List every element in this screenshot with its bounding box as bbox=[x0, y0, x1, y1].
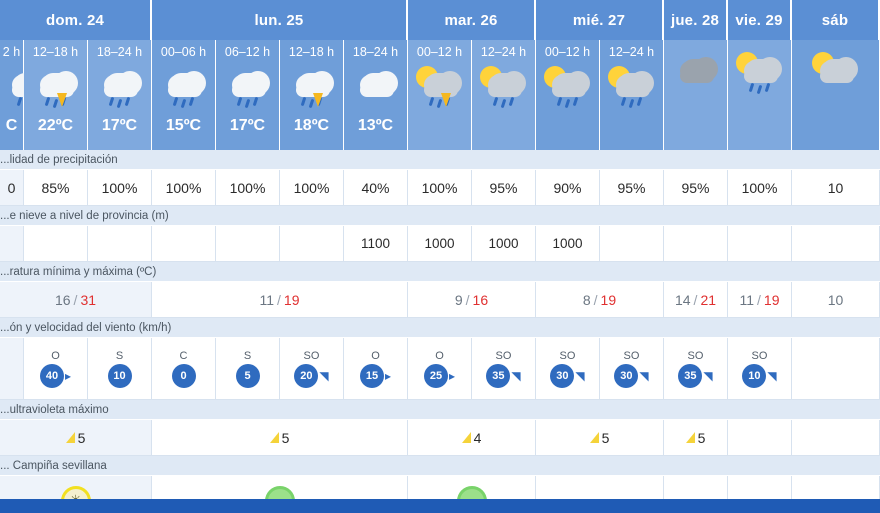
wind-speed-wrap bbox=[550, 364, 584, 388]
wind-speed-wrap bbox=[614, 364, 648, 388]
hour-slot-1[interactable] bbox=[24, 40, 88, 150]
snow-level-cell-1 bbox=[24, 226, 88, 262]
wind-speed-wrap bbox=[236, 364, 260, 388]
wind-cell-3 bbox=[152, 338, 216, 400]
uv-value: 5 bbox=[77, 429, 86, 446]
slot-weather-icon bbox=[792, 47, 879, 101]
uv-cell-3 bbox=[536, 420, 664, 456]
wind-direction-label: C bbox=[179, 349, 188, 362]
day-header-4[interactable] bbox=[664, 0, 728, 40]
temperature-cell-2 bbox=[408, 282, 536, 318]
uv-marker-icon bbox=[686, 432, 695, 443]
weather-icon-sun-cloud bbox=[808, 49, 864, 99]
uv-cell-6 bbox=[792, 420, 880, 456]
precipitation-cell-7: 100% bbox=[408, 170, 472, 206]
wind-cell-1 bbox=[24, 338, 88, 400]
precipitation-cell-3: 100% bbox=[152, 170, 216, 206]
wind-speed-wrap bbox=[360, 364, 391, 388]
wind-row bbox=[0, 338, 880, 400]
precipitation-cell-10: 95% bbox=[600, 170, 664, 206]
precipitation-cell-2: 100% bbox=[88, 170, 152, 206]
wind-arrow-icon: ◥ bbox=[511, 368, 521, 383]
uv-cell-5 bbox=[728, 420, 792, 456]
slot-weather-icon bbox=[344, 61, 407, 115]
temperature-cell-4 bbox=[664, 282, 728, 318]
precipitation-cell-1: 85% bbox=[24, 170, 88, 206]
section-label-snow-text: ...e nieve a nivel de provincia (m) bbox=[0, 209, 169, 222]
temp-max: 19 bbox=[600, 291, 617, 308]
weather-icon-cloud-rain bbox=[92, 63, 148, 113]
slot-hour-label: 00–12 h bbox=[544, 45, 591, 59]
wind-arrow-icon: ▸ bbox=[64, 368, 72, 383]
wind-speed-badge: 30 bbox=[614, 364, 638, 388]
wind-direction-label: O bbox=[371, 349, 380, 362]
wind-direction-label: S bbox=[243, 349, 252, 362]
slot-hour-label: 06–12 h bbox=[224, 45, 271, 59]
temp-separator: / bbox=[73, 291, 78, 308]
wind-cell-6 bbox=[344, 338, 408, 400]
uv-cell-2 bbox=[408, 420, 536, 456]
hour-slot-8[interactable] bbox=[472, 40, 536, 150]
hour-slot-3[interactable] bbox=[152, 40, 216, 150]
wind-direction-label: O bbox=[51, 349, 60, 362]
uv-cell-4 bbox=[664, 420, 728, 456]
wind-cell-12 bbox=[728, 338, 792, 400]
temp-min: 11 bbox=[259, 291, 275, 308]
hour-slot-7[interactable] bbox=[408, 40, 472, 150]
wind-arrow-icon: ◥ bbox=[639, 368, 649, 383]
section-label-temperature-text: ...ratura mínima y máxima (ºC) bbox=[0, 265, 157, 278]
precipitation-cell-12: 100% bbox=[728, 170, 792, 206]
uv-index-row bbox=[0, 420, 880, 456]
hour-slot-12[interactable] bbox=[728, 40, 792, 150]
temp-min: 9 bbox=[454, 291, 463, 308]
slot-weather-icon bbox=[216, 61, 279, 115]
wind-speed-wrap bbox=[294, 364, 328, 388]
wind-arrow-icon: ◥ bbox=[703, 368, 713, 383]
day-header-label: jue. 28 bbox=[670, 11, 720, 29]
wind-arrow-icon: ◥ bbox=[767, 368, 777, 383]
section-label-uv-text: ...ultravioleta máximo bbox=[0, 403, 109, 416]
wind-speed-badge: 0 bbox=[172, 364, 196, 388]
wind-speed-wrap bbox=[108, 364, 132, 388]
snow-level-cell-0 bbox=[0, 226, 24, 262]
wind-direction-label: SO bbox=[687, 349, 704, 362]
temp-max: 21 bbox=[700, 291, 717, 308]
weather-icon-cloud-rain bbox=[0, 63, 23, 113]
wind-cell-2 bbox=[88, 338, 152, 400]
precipitation-cell-8: 95% bbox=[472, 170, 536, 206]
wind-speed-badge: 10 bbox=[108, 364, 132, 388]
day-header-label: lun. 25 bbox=[254, 11, 304, 29]
slot-weather-icon bbox=[536, 61, 599, 115]
wind-speed-wrap bbox=[172, 364, 196, 388]
wind-cell-13 bbox=[792, 338, 880, 400]
temp-separator: / bbox=[693, 291, 698, 308]
precipitation-cell-11: 95% bbox=[664, 170, 728, 206]
hour-slot-6[interactable] bbox=[344, 40, 408, 150]
uv-marker-icon bbox=[462, 432, 471, 443]
wind-speed-badge: 30 bbox=[550, 364, 574, 388]
temp-separator: / bbox=[465, 291, 470, 308]
snow-level-cell-12 bbox=[728, 226, 792, 262]
wind-speed-badge: 5 bbox=[236, 364, 260, 388]
slot-weather-icon bbox=[0, 61, 23, 115]
day-header-row bbox=[0, 0, 880, 40]
temp-max: 19 bbox=[283, 291, 300, 308]
wind-arrow-icon: ▸ bbox=[384, 368, 392, 383]
hour-slot-13[interactable] bbox=[792, 40, 880, 150]
wind-speed-wrap bbox=[742, 364, 776, 388]
uv-marker-icon bbox=[590, 432, 599, 443]
temperature-cell-0 bbox=[0, 282, 152, 318]
slot-hour-label: 18–24 h bbox=[96, 45, 143, 59]
temperature-cell-6 bbox=[792, 282, 880, 318]
hour-slot-4[interactable] bbox=[216, 40, 280, 150]
snow-level-cell-9: 1000 bbox=[536, 226, 600, 262]
wind-speed-badge: 10 bbox=[742, 364, 766, 388]
snow-level-cell-4 bbox=[216, 226, 280, 262]
day-header-label: mié. 27 bbox=[572, 11, 626, 29]
wind-speed-wrap bbox=[424, 364, 455, 388]
precipitation-row bbox=[0, 170, 880, 206]
slot-weather-icon bbox=[728, 47, 791, 101]
slot-weather-icon bbox=[472, 61, 535, 115]
precipitation-cell-5: 100% bbox=[280, 170, 344, 206]
hour-slot-row bbox=[0, 40, 880, 150]
day-header-2[interactable] bbox=[408, 0, 536, 40]
uv-value: 5 bbox=[281, 429, 290, 446]
temperature-cell-3 bbox=[536, 282, 664, 318]
section-label-pollen bbox=[0, 456, 880, 476]
snow-level-cell-10 bbox=[600, 226, 664, 262]
snow-level-row bbox=[0, 226, 880, 262]
snow-level-cell-8: 1000 bbox=[472, 226, 536, 262]
wind-cell-9 bbox=[536, 338, 600, 400]
section-label-wind bbox=[0, 318, 880, 338]
uv-marker-icon bbox=[66, 432, 75, 443]
section-label-wind-text: ...ón y velocidad del viento (km/h) bbox=[0, 321, 172, 334]
slot-temperature: 18ºC bbox=[293, 117, 330, 134]
precipitation-cell-6: 40% bbox=[344, 170, 408, 206]
wind-direction-label: O bbox=[435, 349, 444, 362]
weather-icon-sun-cloud-rain bbox=[604, 63, 660, 113]
slot-hour-label: 2 h bbox=[2, 45, 21, 59]
temp-min: 10 bbox=[827, 291, 844, 308]
wind-cell-8 bbox=[472, 338, 536, 400]
snow-level-cell-5 bbox=[280, 226, 344, 262]
wind-speed-badge: 35 bbox=[678, 364, 702, 388]
day-header-1[interactable] bbox=[152, 0, 408, 40]
wind-arrow-icon: ▸ bbox=[448, 368, 456, 383]
temp-min: 11 bbox=[739, 291, 755, 308]
temp-max: 31 bbox=[80, 291, 97, 308]
hour-slot-5[interactable] bbox=[280, 40, 344, 150]
wind-cell-11 bbox=[664, 338, 728, 400]
day-header-label: vie. 29 bbox=[735, 11, 783, 29]
temp-min: 8 bbox=[582, 291, 591, 308]
weather-icon-sun-cloud-rain-storm bbox=[412, 63, 468, 113]
wind-speed-badge: 25 bbox=[424, 364, 448, 388]
slot-weather-icon bbox=[408, 61, 471, 115]
day-header-3[interactable] bbox=[536, 0, 664, 40]
temperature-cell-5 bbox=[728, 282, 792, 318]
section-label-pollen-text: ... Campiña sevillana bbox=[0, 459, 107, 472]
snow-level-cell-6: 1100 bbox=[344, 226, 408, 262]
day-header-label: dom. 24 bbox=[45, 11, 105, 29]
wind-cell-7 bbox=[408, 338, 472, 400]
precipitation-cell-4: 100% bbox=[216, 170, 280, 206]
wind-cell-4 bbox=[216, 338, 280, 400]
wind-arrow-icon: ◥ bbox=[319, 368, 329, 383]
slot-hour-label: 00–06 h bbox=[160, 45, 207, 59]
hour-slot-2[interactable] bbox=[88, 40, 152, 150]
weather-icon-sun-cloud-rain bbox=[732, 49, 788, 99]
precipitation-cell-13: 10 bbox=[792, 170, 880, 206]
weather-icon-sun-cloud-rain bbox=[540, 63, 596, 113]
temp-max: 19 bbox=[763, 291, 780, 308]
day-header-label: mar. 26 bbox=[444, 11, 498, 29]
slot-temperature: 15ºC bbox=[165, 117, 202, 134]
wind-direction-label: SO bbox=[623, 349, 640, 362]
hour-slot-9[interactable] bbox=[536, 40, 600, 150]
weather-icon-cloud-rain bbox=[156, 63, 212, 113]
weather-icon-cloud bbox=[348, 63, 404, 113]
precipitation-cell-0: 0 bbox=[0, 170, 24, 206]
hour-slot-11[interactable] bbox=[664, 40, 728, 150]
uv-cell-0 bbox=[0, 420, 152, 456]
section-label-uv bbox=[0, 400, 880, 420]
wind-speed-wrap bbox=[486, 364, 520, 388]
snow-level-cell-7: 1000 bbox=[408, 226, 472, 262]
snow-level-cell-13 bbox=[792, 226, 880, 262]
wind-speed-badge: 40 bbox=[40, 364, 64, 388]
day-header-5[interactable] bbox=[728, 0, 792, 40]
slot-hour-label: 12–24 h bbox=[480, 45, 527, 59]
snow-level-cell-11 bbox=[664, 226, 728, 262]
temp-separator: / bbox=[593, 291, 598, 308]
temp-min: 14 bbox=[674, 291, 691, 308]
slot-weather-icon bbox=[600, 61, 663, 115]
wind-speed-wrap bbox=[678, 364, 712, 388]
hour-slot-0[interactable] bbox=[0, 40, 24, 150]
day-header-label: sáb bbox=[821, 11, 849, 29]
wind-speed-badge: 35 bbox=[486, 364, 510, 388]
slot-weather-icon bbox=[88, 61, 151, 115]
weather-icon-sun-cloud-rain bbox=[476, 63, 532, 113]
slot-hour-label: 18–24 h bbox=[352, 45, 399, 59]
slot-hour-label: 12–18 h bbox=[32, 45, 79, 59]
wind-speed-badge: 15 bbox=[360, 364, 384, 388]
section-label-precipitation-text: ...lidad de precipitación bbox=[0, 153, 118, 166]
wind-direction-label: SO bbox=[303, 349, 320, 362]
uv-value: 5 bbox=[697, 429, 706, 446]
hour-slot-10[interactable] bbox=[600, 40, 664, 150]
slot-temperature: 17ºC bbox=[101, 117, 138, 134]
temperature-row bbox=[0, 282, 880, 318]
slot-temperature: 22ºC bbox=[37, 117, 74, 134]
temperature-cell-1 bbox=[152, 282, 408, 318]
section-label-precipitation bbox=[0, 150, 880, 170]
wind-speed-wrap bbox=[40, 364, 71, 388]
wind-cell-5 bbox=[280, 338, 344, 400]
slot-weather-icon bbox=[152, 61, 215, 115]
slot-weather-icon bbox=[280, 61, 343, 115]
snow-level-cell-2 bbox=[88, 226, 152, 262]
wind-speed-badge: 20 bbox=[294, 364, 318, 388]
weather-icon-cloud-rain-storm bbox=[28, 63, 84, 113]
uv-cell-1 bbox=[152, 420, 408, 456]
temp-separator: / bbox=[757, 291, 761, 308]
uv-marker-icon bbox=[270, 432, 279, 443]
section-label-temperature bbox=[0, 262, 880, 282]
wind-arrow-icon: ◥ bbox=[575, 368, 585, 383]
slot-hour-label: 00–12 h bbox=[416, 45, 463, 59]
slot-temperature: 13ºC bbox=[357, 117, 394, 134]
wind-cell-10 bbox=[600, 338, 664, 400]
temp-separator: / bbox=[277, 291, 281, 308]
day-header-6[interactable] bbox=[792, 0, 880, 40]
wind-direction-label: SO bbox=[559, 349, 576, 362]
weather-icon-cloud-rain-storm bbox=[284, 63, 340, 113]
snow-level-cell-3 bbox=[152, 226, 216, 262]
wind-direction-label: SO bbox=[751, 349, 768, 362]
uv-value: 4 bbox=[473, 429, 482, 446]
temp-max: 16 bbox=[472, 291, 489, 308]
wind-direction-label: S bbox=[115, 349, 124, 362]
section-label-snow bbox=[0, 206, 880, 226]
wind-cell-0 bbox=[0, 338, 24, 400]
bottom-bar bbox=[0, 499, 880, 513]
slot-hour-label: 12–18 h bbox=[288, 45, 335, 59]
slot-weather-icon bbox=[664, 47, 727, 101]
uv-value: 5 bbox=[601, 429, 610, 446]
slot-temperature: 17ºC bbox=[229, 117, 266, 134]
day-header-0[interactable] bbox=[0, 0, 152, 40]
slot-weather-icon bbox=[24, 61, 87, 115]
weather-icon-cloud-dark bbox=[668, 49, 724, 99]
weather-icon-cloud-rain bbox=[220, 63, 276, 113]
wind-direction-label: SO bbox=[495, 349, 512, 362]
temp-min: 16 bbox=[54, 291, 71, 308]
precipitation-cell-9: 90% bbox=[536, 170, 600, 206]
slot-temperature: C bbox=[5, 117, 18, 134]
slot-hour-label: 12–24 h bbox=[608, 45, 655, 59]
